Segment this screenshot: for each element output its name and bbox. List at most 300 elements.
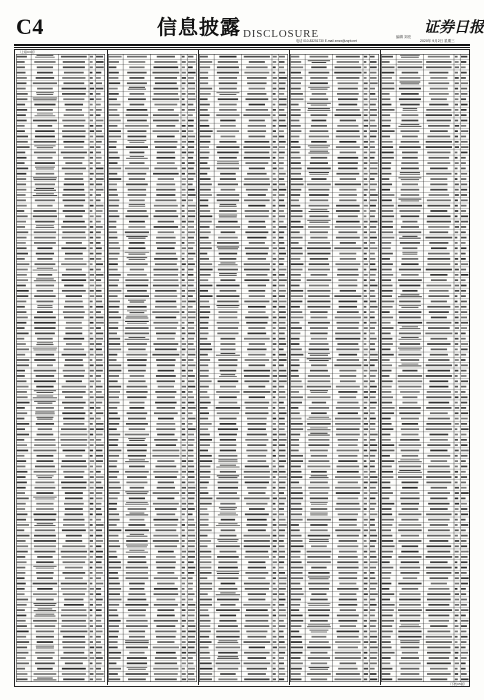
table-row	[199, 464, 288, 468]
table-row	[108, 639, 197, 643]
table-row	[381, 347, 470, 351]
table-row	[199, 666, 288, 669]
table-row	[290, 160, 379, 163]
table-row	[199, 661, 288, 664]
table-row	[16, 224, 105, 228]
table-row	[290, 448, 379, 451]
table-row	[199, 160, 288, 164]
table-row	[108, 634, 197, 637]
table-row	[290, 506, 379, 509]
table-row	[290, 320, 379, 323]
table-row	[199, 113, 288, 116]
table-row	[381, 490, 470, 494]
table-row	[381, 86, 470, 89]
column-separator	[107, 50, 108, 685]
table-row	[199, 256, 288, 260]
table-row	[290, 650, 379, 654]
table-row	[199, 506, 288, 510]
table-row	[199, 544, 288, 548]
table-row	[381, 91, 470, 94]
table-row	[290, 655, 379, 659]
table-row	[108, 389, 197, 393]
table-row	[108, 443, 197, 447]
table-row	[290, 400, 379, 403]
table-row	[16, 506, 105, 509]
table-row	[381, 208, 470, 212]
table-row	[199, 512, 288, 516]
table-row	[381, 602, 470, 606]
table-row	[199, 458, 288, 462]
table-row	[290, 309, 379, 313]
table-row	[290, 118, 379, 121]
table-row	[290, 198, 379, 201]
table-row	[108, 176, 197, 180]
page-number: C4	[16, 14, 44, 39]
table-row	[199, 395, 288, 398]
table-row	[16, 560, 105, 563]
table-row	[381, 597, 470, 601]
table-row	[290, 469, 379, 473]
table-row	[199, 304, 288, 308]
table-row	[381, 416, 470, 420]
table-row	[290, 182, 379, 186]
table-row	[381, 113, 470, 116]
table-row	[381, 655, 470, 659]
table-row	[199, 352, 288, 356]
table-row	[199, 331, 288, 335]
table-row	[16, 421, 105, 424]
table-row	[381, 411, 470, 415]
table-row	[108, 592, 197, 596]
table-row	[290, 219, 379, 223]
table-row	[16, 517, 105, 521]
table-row	[16, 299, 105, 302]
table-row	[16, 528, 105, 531]
table-row	[108, 288, 197, 292]
table-row	[381, 352, 470, 355]
table-row	[381, 309, 470, 313]
table-row	[108, 661, 197, 664]
table-row	[381, 299, 470, 302]
table-row	[16, 272, 105, 275]
table-row	[16, 671, 105, 675]
table-row	[199, 623, 288, 627]
table-row	[290, 501, 379, 505]
table-row	[108, 671, 197, 675]
table-row	[290, 75, 379, 79]
table-row	[16, 267, 105, 271]
table-row	[108, 517, 197, 521]
table-row	[108, 59, 197, 62]
table-row	[381, 379, 470, 382]
table-row	[290, 421, 379, 424]
table-row	[199, 65, 288, 68]
table-row	[16, 373, 105, 376]
table-row	[381, 304, 470, 308]
table-row	[199, 129, 288, 133]
table-row	[16, 347, 105, 351]
table-row	[290, 570, 379, 574]
table-row	[199, 368, 288, 372]
table-row	[381, 81, 470, 85]
table-row	[108, 65, 197, 68]
table-row	[381, 453, 470, 456]
table-row	[108, 150, 197, 154]
table-row	[381, 139, 470, 142]
table-row	[290, 171, 379, 175]
table-row	[16, 203, 105, 207]
table-row	[16, 214, 105, 217]
table-row	[199, 272, 288, 276]
table-row	[290, 634, 379, 637]
table-row	[199, 203, 288, 207]
table-row	[108, 86, 197, 90]
table-row	[199, 347, 288, 350]
table-row	[290, 208, 379, 212]
table-row	[290, 443, 379, 447]
table-row	[290, 677, 379, 681]
table-row	[290, 81, 379, 84]
table-row	[381, 357, 470, 361]
table-row	[108, 304, 197, 308]
table-row	[108, 373, 197, 376]
table-row	[16, 256, 105, 260]
table-row	[290, 576, 379, 580]
table-row	[199, 379, 288, 382]
table-row	[16, 182, 105, 186]
table-row	[108, 512, 197, 516]
table-row	[199, 341, 288, 345]
table-row	[199, 373, 288, 377]
table-row	[108, 219, 197, 222]
table-row	[16, 91, 105, 95]
table-row	[290, 607, 379, 610]
table-row	[199, 59, 288, 62]
table-row	[199, 474, 288, 478]
table-row	[16, 650, 105, 654]
table-row	[290, 565, 379, 569]
table-row	[290, 395, 379, 398]
table-row	[381, 607, 470, 610]
table-row	[16, 246, 105, 249]
table-row	[290, 278, 379, 282]
table-row	[199, 123, 288, 127]
table-row	[199, 405, 288, 408]
table-row	[108, 166, 197, 169]
table-row	[381, 144, 470, 147]
table-row	[16, 565, 105, 569]
table-row	[108, 677, 197, 681]
table-row	[381, 629, 470, 633]
table-row	[290, 144, 379, 148]
table-row	[381, 480, 470, 483]
table-row	[108, 81, 197, 84]
table-row	[16, 171, 105, 174]
table-row	[381, 581, 470, 584]
table-row	[290, 288, 379, 292]
table-row	[199, 214, 288, 218]
table-row	[199, 107, 288, 110]
table-row	[199, 150, 288, 154]
table-row	[381, 75, 470, 79]
table-row	[16, 597, 105, 601]
table-row	[108, 187, 197, 190]
table-row	[108, 501, 197, 505]
table-row	[290, 214, 379, 217]
table-row	[108, 91, 197, 94]
table-row	[16, 677, 105, 681]
table-row	[199, 155, 288, 159]
section-title-en: DISCLOSURE	[243, 28, 319, 40]
table-row	[290, 246, 379, 249]
table-row	[381, 634, 470, 637]
table-row	[290, 155, 379, 159]
table-row	[290, 91, 379, 94]
table-row	[199, 75, 288, 79]
table-row	[381, 405, 470, 408]
table-row	[381, 240, 470, 243]
table-row	[16, 411, 105, 415]
table-row	[199, 490, 288, 494]
table-row	[199, 192, 288, 195]
table-row	[16, 400, 105, 404]
table-row	[16, 70, 105, 74]
table-row	[290, 411, 379, 415]
table-row	[108, 107, 197, 110]
table-row	[108, 70, 197, 74]
table-row	[381, 272, 470, 275]
table-row	[290, 592, 379, 596]
table-row	[381, 496, 470, 500]
table-row	[290, 139, 379, 142]
table-row	[290, 629, 379, 633]
table-row	[290, 123, 379, 127]
table-row	[381, 59, 470, 62]
table-row	[16, 262, 105, 266]
column-2	[108, 54, 197, 682]
table-row	[16, 480, 105, 483]
table-row	[290, 517, 379, 521]
table-row	[199, 427, 288, 430]
table-row	[108, 192, 197, 195]
table-row	[381, 118, 470, 121]
table-row	[108, 666, 197, 670]
table-row	[290, 251, 379, 255]
table-row	[108, 347, 197, 350]
table-row	[108, 480, 197, 483]
table-row	[290, 416, 379, 420]
table-row	[381, 570, 470, 574]
table-row	[108, 474, 197, 477]
table-row	[290, 645, 379, 649]
table-row	[16, 554, 105, 557]
table-row	[108, 214, 197, 217]
table-row	[108, 198, 197, 201]
table-row	[108, 538, 197, 542]
table-row	[381, 650, 470, 654]
table-row	[381, 613, 470, 616]
table-row	[199, 198, 288, 201]
table-row	[16, 586, 105, 589]
table-row	[199, 235, 288, 239]
table-row	[381, 320, 470, 323]
table-row	[108, 309, 197, 313]
table-row	[16, 453, 105, 456]
table-row	[290, 671, 379, 675]
table-row	[16, 352, 105, 355]
table-row	[16, 336, 105, 340]
table-row	[199, 618, 288, 622]
table-row	[381, 166, 470, 169]
table-row	[108, 496, 197, 500]
table-row	[290, 522, 379, 526]
table-row	[290, 187, 379, 190]
table-row	[290, 283, 379, 287]
column-5-table	[381, 54, 470, 682]
table-row	[199, 560, 288, 563]
table-row	[108, 586, 197, 589]
table-row	[381, 341, 470, 345]
table-row	[108, 203, 197, 207]
table-row	[16, 187, 105, 191]
table-row	[199, 538, 288, 542]
table-row	[199, 224, 288, 228]
table-row	[290, 192, 379, 195]
table-row	[199, 97, 288, 101]
table-row	[381, 533, 470, 536]
table-row	[108, 458, 197, 462]
table-row	[290, 86, 379, 90]
table-row	[381, 97, 470, 101]
table-row	[381, 325, 470, 329]
table-row	[16, 549, 105, 553]
table-row	[16, 288, 105, 292]
table-row	[290, 405, 379, 408]
table-row	[381, 192, 470, 195]
table-row	[108, 293, 197, 296]
table-row	[290, 496, 379, 500]
table-row	[381, 671, 470, 675]
table-row	[16, 331, 105, 335]
table-row	[199, 309, 288, 313]
table-row	[16, 363, 105, 367]
table-row	[108, 251, 197, 255]
table-row	[16, 97, 105, 101]
table-row	[16, 623, 105, 627]
table-row	[381, 427, 470, 430]
table-row	[16, 576, 105, 580]
table-row	[381, 618, 470, 622]
table-row	[290, 267, 379, 270]
table-row	[381, 437, 470, 441]
table-row	[381, 389, 470, 393]
table-row	[16, 448, 105, 451]
table-row	[381, 176, 470, 180]
table-row	[381, 485, 470, 488]
table-row	[290, 65, 379, 68]
table-row	[381, 155, 470, 159]
table-row	[16, 512, 105, 515]
table-row	[381, 666, 470, 669]
table-row	[16, 240, 105, 243]
table-row	[290, 549, 379, 553]
table-row	[16, 368, 105, 372]
table-row	[290, 384, 379, 388]
table-row	[381, 267, 470, 270]
table-row	[108, 400, 197, 403]
table-row	[290, 464, 379, 468]
table-row	[290, 490, 379, 494]
table-row	[381, 421, 470, 424]
table-row	[108, 613, 197, 616]
table-row	[199, 411, 288, 415]
table-row	[290, 453, 379, 456]
table-row	[290, 581, 379, 584]
table-row	[381, 623, 470, 627]
table-row	[199, 549, 288, 553]
table-row	[199, 182, 288, 186]
table-row	[290, 293, 379, 296]
table-row	[16, 432, 105, 435]
table-row	[16, 666, 105, 669]
table-row	[108, 645, 197, 649]
table-row	[290, 256, 379, 260]
table-row	[16, 395, 105, 399]
table-row	[290, 379, 379, 382]
table-row	[199, 522, 288, 526]
table-row	[290, 613, 379, 616]
table-row	[108, 597, 197, 601]
table-row	[108, 602, 197, 606]
table-row	[108, 416, 197, 420]
table-row	[290, 129, 379, 133]
table-row	[290, 538, 379, 542]
table-row	[16, 278, 105, 282]
table-row	[199, 517, 288, 521]
table-row	[108, 405, 197, 408]
table-row	[290, 661, 379, 664]
table-row	[16, 144, 105, 148]
table-row	[108, 246, 197, 249]
table-row	[108, 528, 197, 531]
table-row	[290, 203, 379, 207]
table-row	[108, 379, 197, 382]
table-row	[108, 283, 197, 287]
table-row	[290, 533, 379, 536]
column-5	[381, 54, 470, 682]
table-row	[199, 677, 288, 681]
table-row	[381, 129, 470, 133]
table-row	[381, 474, 470, 477]
table-row	[290, 70, 379, 74]
table-row	[381, 198, 470, 202]
table-row	[16, 86, 105, 89]
table-row	[199, 645, 288, 649]
table-row	[108, 485, 197, 488]
table-row	[16, 325, 105, 328]
table-row	[16, 437, 105, 441]
table-row	[199, 81, 288, 84]
table-row	[381, 639, 470, 643]
table-row	[108, 224, 197, 228]
table-row	[199, 597, 288, 601]
table-row	[290, 230, 379, 234]
table-row	[108, 576, 197, 580]
table-row	[381, 544, 470, 548]
table-row	[108, 320, 197, 324]
table-row	[199, 528, 288, 531]
table-row	[381, 512, 470, 515]
